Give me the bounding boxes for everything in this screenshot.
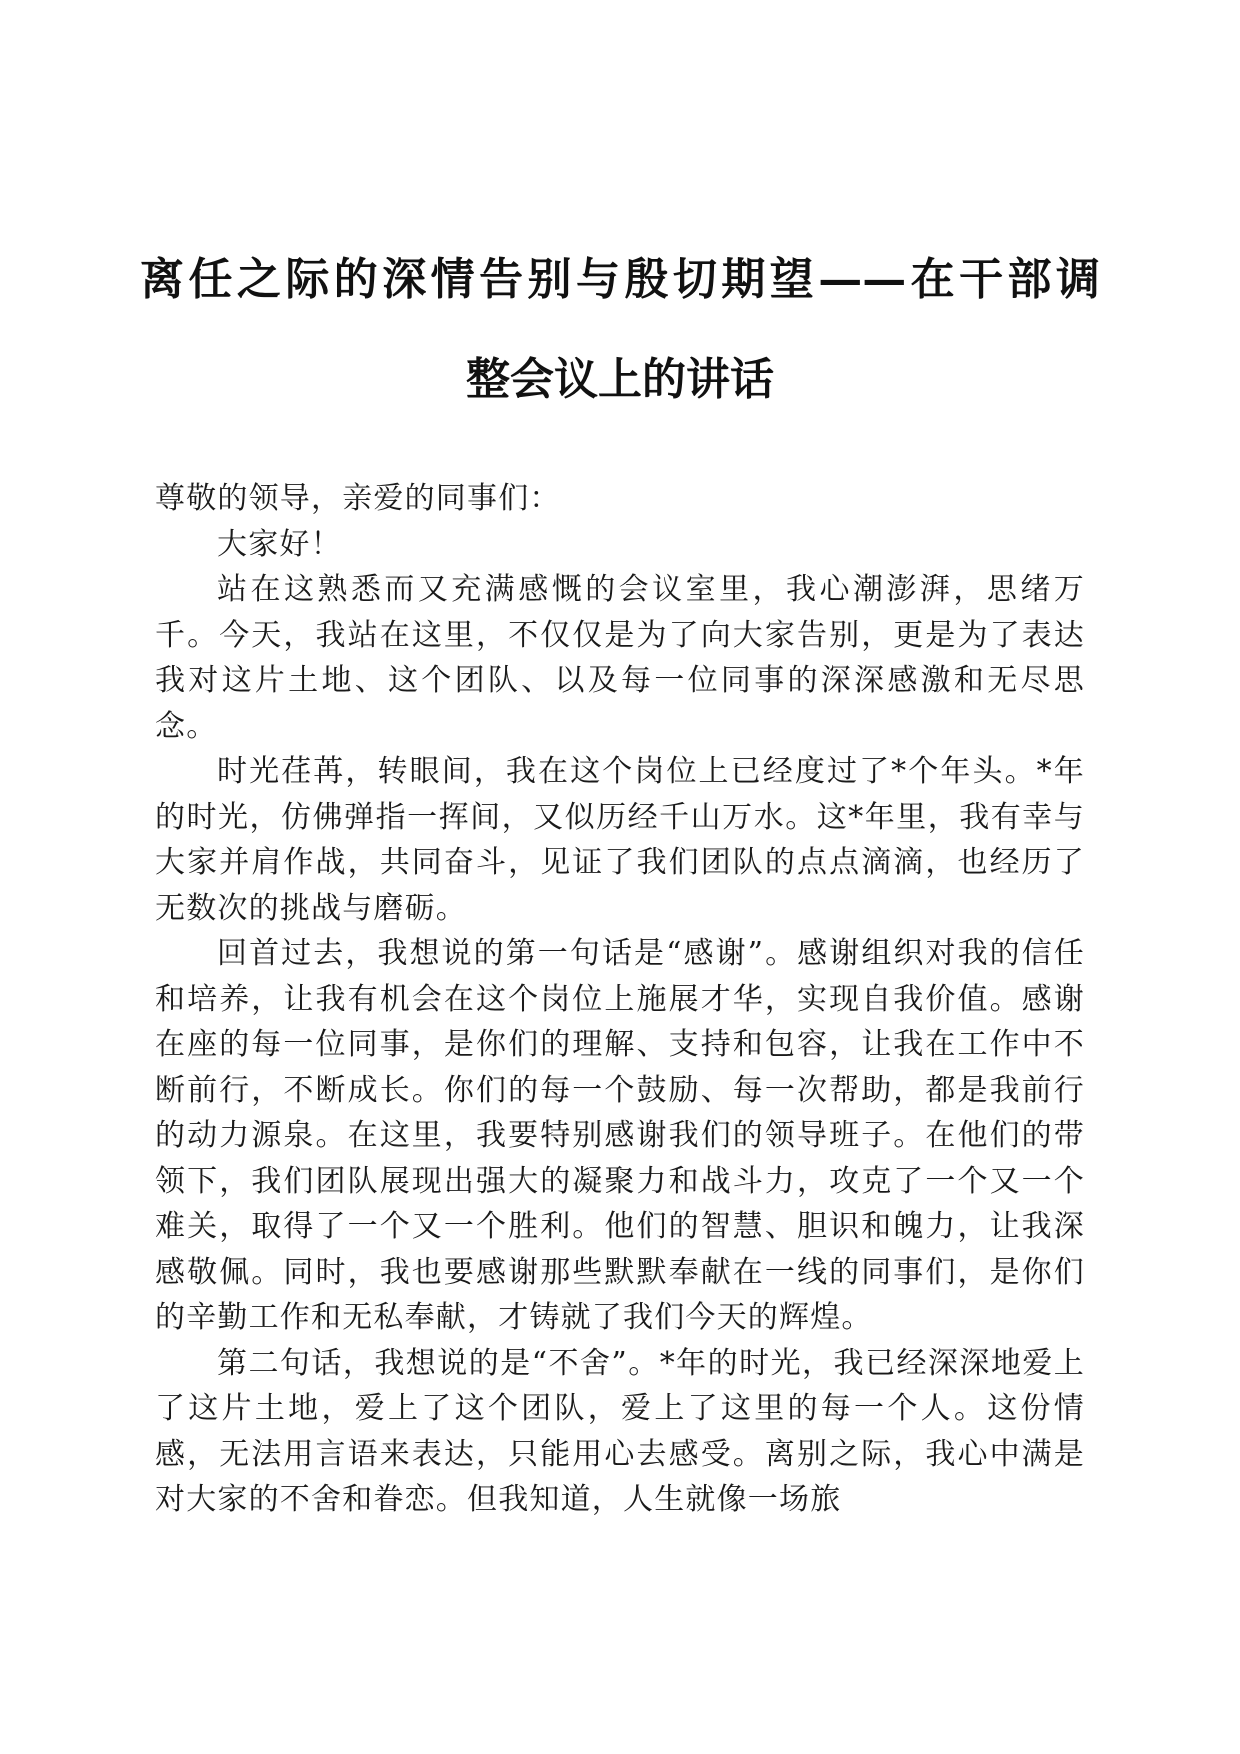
paragraph-time: 时光荏苒，转眼间，我在这个岗位上已经度过了*个年头。*年的时光，仿佛弹指一挥间，又似历经千山万水。这*年里，我有幸与大家并肩作战，共同奋斗，见证了我们团队的点点滴滴，也经历了无数次的挑战与磨砺。 [155, 754, 1085, 926]
paragraph-thanks: 回首过去，我想说的第一句话是“感谢”。感谢组织对我的信任和培养，让我有机会在这个岗位上施展才华，实现自我价值。感谢在座的每一位同事，是你们的理解、支持和包容，让我在工作中不断前行，不断成长。你们的每一个鼓励、每一次帮助，都是我前行的动力源泉。在这里，我要特别感谢我们的领导班子。在他们的带领下，我们团队展现出强大的凝聚力和战斗力，攻克了一个又一个难关，取得了一个又一个胜利。他们的智慧、胆识和魄力，让我深感敬佩。同时，我也要感谢那些默默奉献在一线的同事们，是你们的辛勤工作和无私奉献，才铸就了我们今天的辉煌。 [155, 936, 1085, 1335]
paragraph-greeting: 大家好！ [217, 526, 342, 562]
title-line-1: 离任之际的深情告别与殷切期望——在干部调 [140, 254, 1100, 305]
paragraph-reluctance: 第二句话，我想说的是“不舍”。*年的时光，我已经深深地爱上了这片土地，爱上了这个团队，爱上了这里的每一个人。这份情感，无法用言语来表达，只能用心去感受。离别之际，我心中满是对大家的不舍和眷恋。但我知道，人生就像一场旅 [155, 1345, 1085, 1517]
paragraph-opening: 站在这熟悉而又充满感慨的会议室里，我心潮澎湃，思绪万千。今天，我站在这里，不仅仅是为了向大家告别，更是为了表达我对这片土地、这个团队、以及每一位同事的深深感激和无尽思念。 [155, 572, 1085, 744]
document-title [140, 230, 1100, 430]
document-body [155, 476, 1085, 1523]
salutation: 尊敬的领导，亲爱的同事们： [155, 481, 561, 516]
title-line-2: 整会议上的讲话 [466, 354, 774, 405]
